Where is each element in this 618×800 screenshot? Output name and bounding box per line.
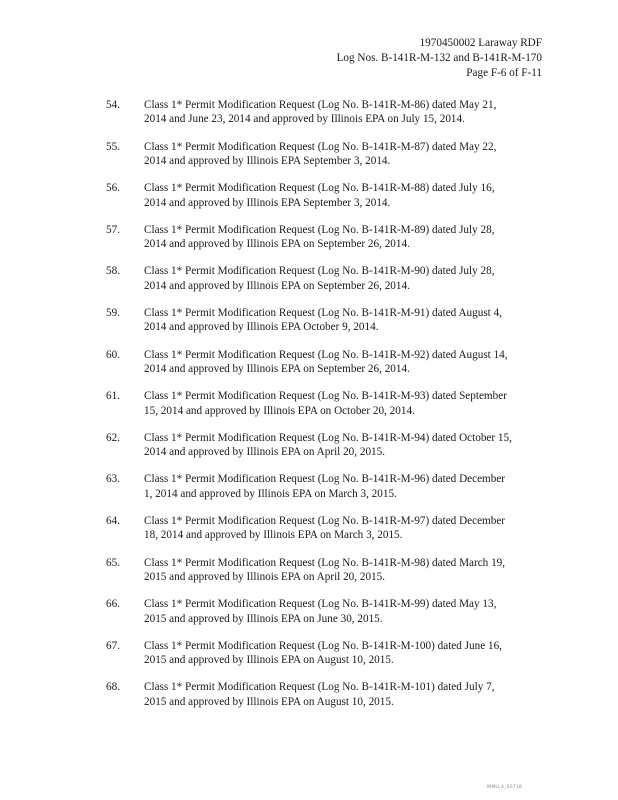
item-text: [144, 597, 544, 626]
item-text-line: Class 1* Permit Modification Request (Log No. B-141R-M-87) dated May 22,: [144, 140, 497, 153]
item-text-line: Class 1* Permit Modification Request (Log No. B-141R-M-94) dated October 15,: [144, 431, 512, 444]
item-text-line: Class 1* Permit Modification Request (Log No. B-141R-M-98) dated March 19,: [144, 556, 506, 569]
list-item: [106, 514, 546, 556]
item-number: 56.: [106, 182, 120, 195]
list-item: [106, 264, 546, 306]
item-number: 67.: [106, 639, 120, 652]
header-log-numbers: Log Nos. B-141R-M-132 and B-141R-M-170: [336, 52, 542, 64]
item-text: [144, 140, 544, 169]
item-text: [144, 556, 544, 585]
item-text: [144, 431, 544, 460]
item-text-line: Class 1* Permit Modification Request (Log No. B-141R-M-91) dated August 4,: [144, 306, 502, 319]
item-text: [144, 181, 544, 210]
item-number: 65.: [106, 556, 120, 569]
list-item: [106, 431, 546, 473]
item-text: [144, 264, 544, 293]
list-item: [106, 597, 546, 639]
item-text-line: 2015 and approved by Illinois EPA on June 30, 2015.: [144, 612, 383, 625]
item-number: 54.: [106, 99, 120, 111]
list-item: [106, 223, 546, 265]
item-number: 62.: [106, 431, 120, 444]
item-text-line: 15, 2014 and approved by Illinois EPA on October 20, 2014.: [144, 404, 415, 417]
item-number: 66.: [106, 598, 120, 611]
list-item: [106, 472, 546, 514]
item-text-line: 2014 and June 23, 2014 and approved by Illinois EPA on July 15, 2014.: [144, 113, 465, 126]
item-text-line: 2014 and approved by Illinois EPA September 3, 2014.: [144, 155, 391, 167]
item-text: [144, 680, 544, 709]
item-text-line: Class 1* Permit Modification Request (Log No. B-141R-M-93) dated September: [144, 390, 507, 403]
item-number: 55.: [106, 140, 120, 153]
header-facility-id: 1970450002 Laraway RDF: [419, 37, 542, 49]
item-text: [144, 223, 544, 252]
bates-stamp: WMLLA_00718: [486, 785, 522, 790]
list-item: [106, 639, 546, 681]
item-text-line: 2015 and approved by Illinois EPA on August 10, 2015.: [144, 695, 394, 708]
item-text-line: Class 1* Permit Modification Request (Log No. B-141R-M-101) dated July 7,: [144, 681, 495, 694]
item-text-line: Class 1* Permit Modification Request (Log No. B-141R-M-90) dated July 28,: [144, 265, 495, 278]
item-number: 61.: [106, 390, 120, 403]
list-item: [106, 680, 546, 722]
item-text-line: Class 1* Permit Modification Request (Log No. B-141R-M-86) dated May 21,: [144, 99, 497, 111]
list-item: [106, 140, 546, 182]
item-text: [144, 472, 544, 501]
list-item: [106, 98, 546, 140]
list-item: [106, 348, 546, 390]
list-item: [106, 389, 546, 431]
item-text: [144, 98, 544, 127]
item-text-line: 2014 and approved by Illinois EPA on September 26, 2014.: [144, 279, 410, 292]
item-text-line: 2015 and approved by Illinois EPA on April 20, 2015.: [144, 570, 386, 583]
item-text-line: 2014 and approved by Illinois EPA September 3, 2014.: [144, 196, 391, 209]
item-text-line: Class 1* Permit Modification Request (Log No. B-141R-M-88) dated July 16,: [144, 182, 495, 195]
item-text-line: Class 1* Permit Modification Request (Log No. B-141R-M-100) dated June 16,: [144, 639, 502, 652]
item-text-line: Class 1* Permit Modification Request (Log No. B-141R-M-99) dated May 13,: [144, 598, 497, 611]
item-number: 59.: [106, 306, 120, 319]
item-text-line: 2015 and approved by Illinois EPA on August 10, 2015.: [144, 654, 394, 667]
item-number: 63.: [106, 473, 120, 486]
item-text-line: 2014 and approved by Illinois EPA October 9, 2014.: [144, 321, 379, 334]
item-number: 68.: [106, 681, 120, 694]
item-number: 57.: [106, 223, 120, 236]
item-text-line: Class 1* Permit Modification Request (Log No. B-141R-M-96) dated December: [144, 473, 506, 486]
item-text: [144, 306, 544, 335]
list-item: [106, 306, 546, 348]
item-text-line: 18, 2014 and approved by Illinois EPA on March 3, 2015.: [144, 529, 403, 542]
item-text-line: 2014 and approved by Illinois EPA on April 20, 2015.: [144, 446, 386, 459]
item-text-line: 2014 and approved by Illinois EPA on September 26, 2014.: [144, 238, 410, 251]
item-text-line: 2014 and approved by Illinois EPA on September 26, 2014.: [144, 362, 410, 375]
item-number: 58.: [106, 265, 120, 278]
item-text: [144, 514, 544, 543]
item-number: 60.: [106, 348, 120, 361]
item-text: [144, 389, 544, 418]
page-header: [337, 36, 542, 81]
item-text-line: Class 1* Permit Modification Request (Log No. B-141R-M-92) dated August 14,: [144, 348, 508, 361]
item-number: 64.: [106, 514, 120, 527]
item-text: [144, 348, 544, 377]
item-text-line: Class 1* Permit Modification Request (Log No. B-141R-M-97) dated December: [144, 514, 506, 527]
permit-modification-list: [106, 98, 546, 722]
header-page-number: Page F-6 of F-11: [466, 67, 542, 79]
list-item: [106, 181, 546, 223]
item-text-line: 1, 2014 and approved by Illinois EPA on March 3, 2015.: [144, 487, 397, 500]
list-item: [106, 556, 546, 598]
item-text: [144, 639, 544, 668]
item-text-line: Class 1* Permit Modification Request (Log No. B-141R-M-89) dated July 28,: [144, 223, 495, 236]
